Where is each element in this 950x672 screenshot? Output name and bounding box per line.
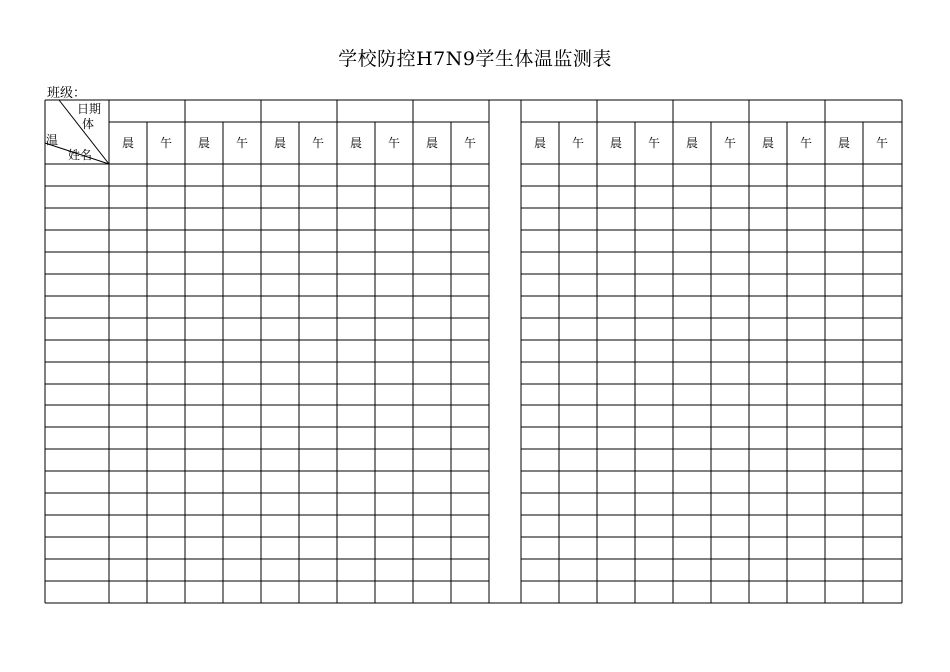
session-label: 午 <box>235 136 249 150</box>
session-label: 午 <box>463 136 477 150</box>
corner-name-label: 姓名 <box>68 148 93 162</box>
session-label: 午 <box>647 136 661 150</box>
session-label: 晨 <box>349 136 363 150</box>
corner-temp-label-1: 体 <box>82 117 95 131</box>
session-label: 午 <box>875 136 889 150</box>
session-label: 午 <box>723 136 737 150</box>
session-label: 午 <box>799 136 813 150</box>
session-label: 晨 <box>685 136 699 150</box>
session-label: 午 <box>159 136 173 150</box>
session-label: 午 <box>387 136 401 150</box>
session-label: 晨 <box>533 136 547 150</box>
session-label: 午 <box>571 136 585 150</box>
session-label: 晨 <box>273 136 287 150</box>
session-labels <box>122 135 888 150</box>
session-label: 晨 <box>425 136 439 150</box>
session-label: 晨 <box>121 136 135 150</box>
session-label: 晨 <box>761 136 775 150</box>
corner-date-label: 日期 <box>77 102 102 116</box>
corner-temp-label-2: 温 <box>46 133 59 147</box>
class-label: 班级： <box>47 86 87 101</box>
table-grid <box>45 100 902 603</box>
session-label: 晨 <box>609 136 623 150</box>
session-label: 晨 <box>837 136 851 150</box>
corner-header <box>45 100 109 164</box>
session-label: 午 <box>311 136 325 150</box>
session-label: 晨 <box>197 136 211 150</box>
page-title: 学校防控H7N9学生体温监测表 <box>338 48 612 70</box>
